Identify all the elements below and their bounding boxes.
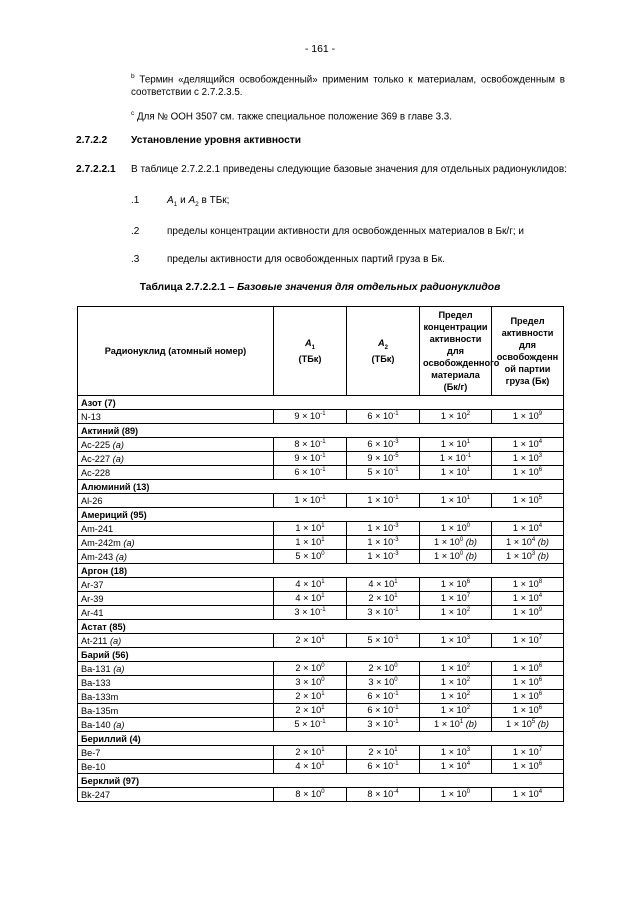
a2-cell: $1 \times 10^{-3}$ [347,550,420,564]
activity-cell: $1 \times 10^5$ [492,494,564,508]
a2-cell: $6 \times 10^{-3}$ [347,438,420,452]
a1-cell: $2 \times 10^1$ [274,746,347,760]
a2-cell: $6 \times 10^{-1}$ [347,410,420,424]
a1-cell: $2 \times 10^1$ [274,690,347,704]
group-name: Аргон (18) [78,564,564,578]
table-row [78,494,564,508]
group-name: Барий (56) [78,648,564,662]
activity-cell: $1 \times 10^9$ [492,410,564,424]
a2-cell: $6 \times 10^{-1}$ [347,704,420,718]
activity-cell: $1 \times 10^6$ [492,662,564,676]
activity-cell: $1 \times 10^6$ [492,676,564,690]
concentration-cell: $1 \times 10^3$ [420,746,492,760]
table-row [78,592,564,606]
footnote-marker: b [131,73,135,80]
a1-cell: $5 \times 10^0$ [274,550,347,564]
a1-cell: $4 \times 10^1$ [274,760,347,774]
group-row [78,424,564,438]
a2-cell: $5 \times 10^{-1}$ [347,466,420,480]
table-row [78,690,564,704]
concentration-cell: $1 \times 10^6$ [420,578,492,592]
activity-cell: $1 \times 10^6$ [492,704,564,718]
concentration-cell: $1 \times 10^1$ [420,438,492,452]
header-nuclide: Радионуклид (атомный номер) [78,307,274,396]
concentration-cell: $1 \times 10^2$ [420,606,492,620]
list-item-text: пределы активности для освобожденных партий груза в Бк. [167,254,445,265]
nuclide-cell: Ba-133 [78,676,274,690]
a2-cell: $9 \times 10^{-5}$ [347,452,420,466]
concentration-cell: $1 \times 10^0$ (b) [420,550,492,564]
group-name: Актиний (89) [78,424,564,438]
activity-cell: $1 \times 10^4$ [492,788,564,802]
nuclide-cell: Al-26 [78,494,274,508]
group-name: Алюминий (13) [78,480,564,494]
concentration-cell: $1 \times 10^2$ [420,662,492,676]
group-row [78,774,564,788]
a1-cell: $9 \times 10^{-1}$ [274,452,347,466]
group-name: Бериллий (4) [78,732,564,746]
concentration-cell: $1 \times 10^2$ [420,676,492,690]
footnote-text: Для № ООН 3507 см. также специальное положение 369 в главе 3.3. [136,111,452,123]
a2-cell: $3 \times 10^0$ [347,676,420,690]
nuclide-cell: Am-243 (a) [78,550,274,564]
a1-cell: $4 \times 10^1$ [274,592,347,606]
a2-cell: $4 \times 10^1$ [347,578,420,592]
nuclide-cell: At-211 (a) [78,634,274,648]
a1-cell: $3 \times 10^0$ [274,676,347,690]
a2-cell: $5 \times 10^{-1}$ [347,634,420,648]
group-row [78,564,564,578]
table-row [78,704,564,718]
group-row [78,648,564,662]
table-row [78,410,564,424]
table-row [78,452,564,466]
table-row [78,438,564,452]
list-item-text: $A_1$ и $A_2$ в ТБк; [167,195,230,208]
list-item-number: .1 [131,195,140,206]
table-row [78,578,564,592]
a2-cell: $2 \times 10^0$ [347,662,420,676]
header-a1: $A_1$ (ТБк) [274,307,347,396]
nuclide-cell: Ac-227 (a) [78,452,274,466]
radionuclide-table [77,306,564,802]
a2-cell: $2 \times 10^1$ [347,592,420,606]
table-row [78,466,564,480]
group-row [78,732,564,746]
a1-cell: $1 \times 10^1$ [274,522,347,536]
activity-cell: $1 \times 10^6$ [492,760,564,774]
a1-cell: $9 \times 10^{-1}$ [274,410,347,424]
group-name: Астат (85) [78,620,564,634]
activity-cell: $1 \times 10^7$ [492,746,564,760]
paragraph-number: 2.7.2.2.1 [76,164,116,175]
table-row [78,760,564,774]
a1-cell: $2 \times 10^1$ [274,634,347,648]
activity-cell: $1 \times 10^8$ [492,578,564,592]
activity-cell: $1 \times 10^4$ [492,592,564,606]
list-item-text: пределы концентрации активности для освобожденных материалов в Бк/г; и [167,226,525,237]
group-row [78,396,564,410]
nuclide-cell: Ar-37 [78,578,274,592]
a1-cell: $6 \times 10^{-1}$ [274,466,347,480]
nuclide-cell: Ac-228 [78,466,274,480]
table-row [78,746,564,760]
nuclide-cell: Ar-39 [78,592,274,606]
a1-cell: $2 \times 10^0$ [274,662,347,676]
group-name: Азот (7) [78,396,564,410]
a1-cell: $5 \times 10^{-1}$ [274,718,347,732]
table-row [78,606,564,620]
concentration-cell: $1 \times 10^2$ [420,410,492,424]
activity-cell: $1 \times 10^9$ [492,606,564,620]
concentration-cell: $1 \times 10^1$ [420,466,492,480]
group-row [78,508,564,522]
a1-cell: $2 \times 10^1$ [274,704,347,718]
a1-cell: $1 \times 10^1$ [274,536,347,550]
concentration-cell: $1 \times 10^0$ [420,788,492,802]
table-row [78,536,564,550]
nuclide-cell: Ba-131 (a) [78,662,274,676]
a1-cell: $4 \times 10^1$ [274,578,347,592]
concentration-cell: $1 \times 10^0$ [420,522,492,536]
a1-cell: $3 \times 10^{-1}$ [274,606,347,620]
activity-cell: $1 \times 10^7$ [492,634,564,648]
activity-cell: $1 \times 10^4$ [492,522,564,536]
footnote-c [131,107,565,123]
concentration-cell: $1 \times 10^7$ [420,592,492,606]
activity-cell: $1 \times 10^5$ (b) [492,718,564,732]
table-row [78,550,564,564]
a2-cell: $6 \times 10^{-1}$ [347,690,420,704]
list-item-number: .3 [131,254,140,265]
activity-cell: $1 \times 10^6$ [492,690,564,704]
table-row [78,662,564,676]
footnote-marker: c [131,110,135,117]
table-header-row [78,307,564,396]
nuclide-cell: N-13 [78,410,274,424]
header-a2: $A_2$ (ТБк) [347,307,420,396]
nuclide-cell: Be-7 [78,746,274,760]
concentration-cell: $1 \times 10^2$ [420,690,492,704]
a2-cell: $8 \times 10^{-4}$ [347,788,420,802]
concentration-cell: $1 \times 10^4$ [420,760,492,774]
table-title: Таблица 2.7.2.2.1 – Базовые значения для отдельных радионуклидов [139,282,501,293]
table-row [78,788,564,802]
activity-cell: $1 \times 10^4$ (b) [492,536,564,550]
activity-cell: $1 \times 10^6$ [492,466,564,480]
concentration-cell: $1 \times 10^0$ (b) [420,536,492,550]
group-name: Берклий (97) [78,774,564,788]
activity-cell: $1 \times 10^4$ [492,438,564,452]
nuclide-cell: Ba-140 (a) [78,718,274,732]
a2-cell: $6 \times 10^{-1}$ [347,760,420,774]
concentration-cell: $1 \times 10^2$ [420,704,492,718]
section-number: 2.7.2.2 [76,135,108,146]
table-row [78,522,564,536]
nuclide-cell: Ac-225 (a) [78,438,274,452]
nuclide-cell: Be-10 [78,760,274,774]
nuclide-cell: Ba-133m [78,690,274,704]
a1-cell: $8 \times 10^{-1}$ [274,438,347,452]
nuclide-cell: Am-242m (a) [78,536,274,550]
a2-cell: $1 \times 10^{-1}$ [347,494,420,508]
table-body [78,396,564,802]
nuclide-cell: Ba-135m [78,704,274,718]
concentration-cell: $1 \times 10^3$ [420,634,492,648]
nuclide-cell: Am-241 [78,522,274,536]
header-activity-limit: Предел активности для освобожденн ой партии груза (Бк) [492,307,564,396]
group-row [78,480,564,494]
a2-cell: $2 \times 10^1$ [347,746,420,760]
table-row [78,718,564,732]
activity-cell: $1 \times 10^3$ [492,452,564,466]
a2-cell: $1 \times 10^{-3}$ [347,536,420,550]
group-name: Америций (95) [78,508,564,522]
footnote-b [131,70,565,99]
nuclide-cell: Ar-41 [78,606,274,620]
table-row [78,676,564,690]
footnote-text: Термин «делящийся освобожденный» применим только к материалам, освобожденным в соответствии с 2.7.2.3.5. [131,74,565,99]
section-title: Установление уровня активности [131,135,302,146]
nuclide-cell: Bk-247 [78,788,274,802]
list-item-number: .2 [131,226,140,237]
activity-cell: $1 \times 10^3$ (b) [492,550,564,564]
page-number: - 161 - [304,43,336,55]
a1-cell: $1 \times 10^{-1}$ [274,494,347,508]
a2-cell: $3 \times 10^{-1}$ [347,718,420,732]
a2-cell: $3 \times 10^{-1}$ [347,606,420,620]
a2-cell: $1 \times 10^{-3}$ [347,522,420,536]
concentration-cell: $1 \times 10^{-1}$ [420,452,492,466]
header-concentration-limit: Предел концентрации активности для освобожденного материала (Бк/г) [420,307,492,396]
a1-cell: $8 \times 10^0$ [274,788,347,802]
group-row [78,620,564,634]
concentration-cell: $1 \times 10^1$ [420,494,492,508]
paragraph-text: В таблице 2.7.2.2.1 приведены следующие базовые значения для отдельных радионуклидов: [131,164,567,175]
table-row [78,634,564,648]
concentration-cell: $1 \times 10^1$ (b) [420,718,492,732]
